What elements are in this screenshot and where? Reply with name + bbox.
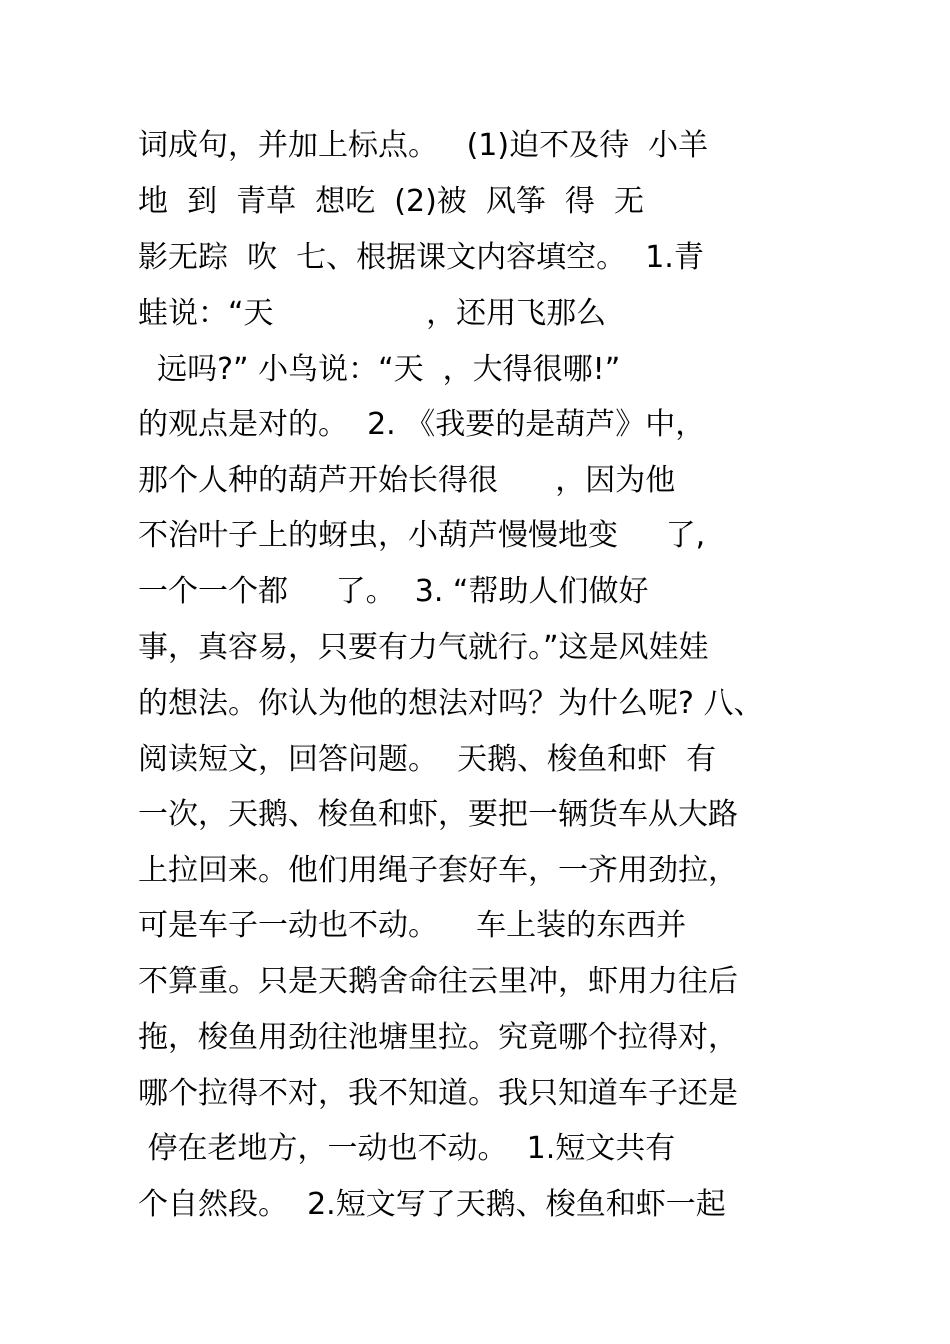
text-line-20: 个自然段。 2.短文写了天鹅、梭鱼和虾一起 — [138, 1187, 726, 1222]
text-line-4: 蛙说：“天 ，还用飞那么 — [138, 296, 607, 331]
text-line-15: 可是车子一动也不动。 车上装的东西并 — [138, 908, 687, 943]
text-line-19: 停在老地方，一动也不动。 1.短文共有 — [138, 1131, 676, 1166]
text-line-5: 远吗?” 小鸟说：“天 ，大得很哪!” — [138, 352, 621, 387]
text-line-10: 事，真容易，只要有力气就行。”这是风娃娃 — [138, 630, 709, 665]
text-line-11: 的想法。你认为他的想法对吗？为什么呢? 八、 — [138, 686, 764, 721]
text-line-7: 那个人种的葫芦开始长得很 ，因为他 — [138, 463, 676, 498]
text-line-18: 哪个拉得不对，我不知道。我只知道车子还是 — [138, 1076, 738, 1111]
text-line-8: 不治叶子上的蚜虫，小葫芦慢慢地变 了, — [138, 518, 706, 553]
text-line-2: 地 到 青草 想吃 (2)被 风筝 得 无 — [138, 184, 645, 219]
text-line-6: 的观点是对的。 2. 《我要的是葫芦》中， — [138, 407, 706, 442]
text-line-17: 拖，梭鱼用劲往池塘里拉。究竟哪个拉得对， — [138, 1020, 738, 1055]
text-line-9: 一个一个都 了。 3. “帮助人们做好 — [138, 574, 649, 609]
text-line-16: 不算重。只是天鹅舍命往云里冲，虾用力往后 — [138, 964, 738, 999]
text-line-1: 词成句，并加上标点。 (1)迫不及待 小羊 — [138, 128, 709, 163]
text-line-12: 阅读短文，回答问题。 天鹅、梭鱼和虾 有 — [138, 742, 717, 777]
text-line-14: 上拉回来。他们用绳子套好车，一齐用劲拉， — [138, 853, 738, 888]
text-line-13: 一次，天鹅、梭鱼和虾，要把一辆货车从大路 — [138, 797, 738, 832]
text-line-3: 影无踪 吹 七、根据课文内容填空。 1.青 — [138, 240, 704, 275]
